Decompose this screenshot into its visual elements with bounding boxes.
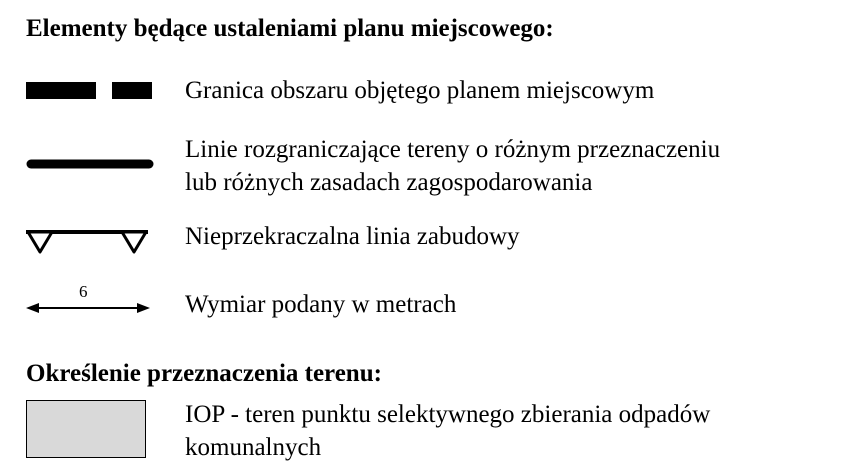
dimension-value: 6 <box>79 282 88 301</box>
section-title-land-use: Określenie przeznaczenia terenu: <box>26 360 382 387</box>
dashed-boundary-line-icon <box>26 82 152 100</box>
solid-line-icon <box>26 159 154 169</box>
building-line-triangles-icon <box>24 226 150 258</box>
legend-label-iop-1: IOP - teren punktu selektywnego zbierania odpadów <box>185 401 711 428</box>
dimension-arrow-icon <box>26 300 150 316</box>
legend-label-dimension: Wymiar podany w metrach <box>185 291 457 318</box>
legend-label-iop-2: komunalnych <box>185 434 322 461</box>
legend-label-demarcation-lines-1: Linie rozgraniczające tereny o różnym przeznaczeniu <box>185 136 721 163</box>
legend-label-plan-boundary: Granica obszaru objętego planem miejscowym <box>185 77 655 104</box>
section-title-plan-elements: Elementy będące ustaleniami planu miejscowego: <box>26 15 554 42</box>
legend-label-building-line: Nieprzekraczalna linia zabudowy <box>185 223 520 250</box>
gray-area-swatch-icon <box>26 400 146 458</box>
legend-label-demarcation-lines-2: lub różnych zasadach zagospodarowania <box>185 169 593 196</box>
